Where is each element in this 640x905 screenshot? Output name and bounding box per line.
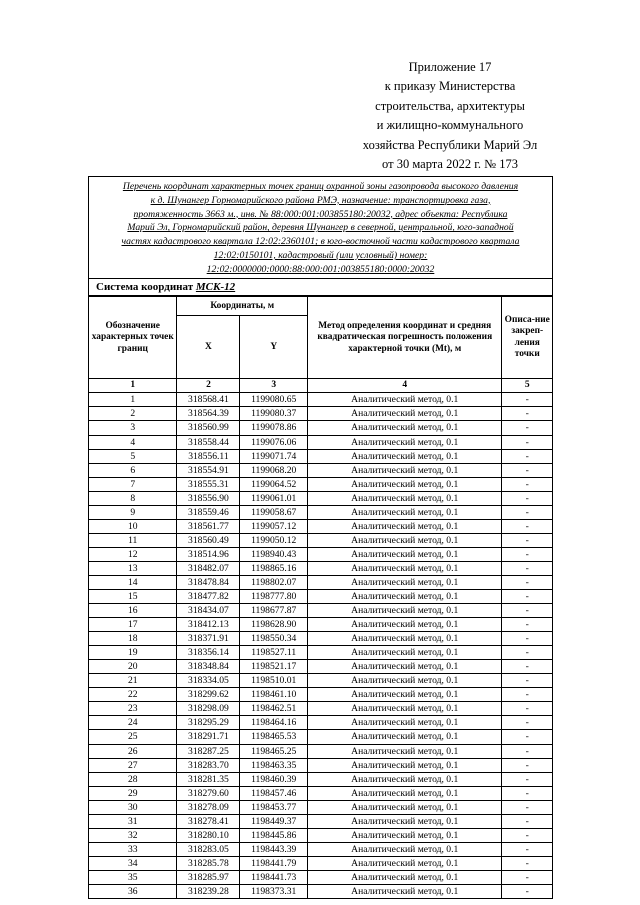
header-coordinates-group: Координаты, м — [177, 297, 308, 316]
cell-method-value: Аналитический метод, 0.1 — [308, 421, 502, 435]
cell-point-number: 9 — [89, 505, 177, 519]
cell-point-number: 31 — [89, 814, 177, 828]
intro-line-7: 12:02:0000000:0000:88:000:001:003855180:0000:20032 — [206, 263, 435, 275]
cell-y-value: 1198464.16 — [240, 716, 308, 730]
cell-description-value: - — [502, 730, 552, 744]
cell-method-value: Аналитический метод, 0.1 — [308, 561, 502, 575]
cell-x-value: 318559.46 — [177, 505, 240, 519]
table-row — [89, 547, 552, 561]
cell-y-value: 1198465.25 — [240, 744, 308, 758]
cell-y-value: 1198463.35 — [240, 758, 308, 772]
cell-x-value: 318291.71 — [177, 730, 240, 744]
cell-x-value: 318561.77 — [177, 519, 240, 533]
cell-x-value: 318482.07 — [177, 561, 240, 575]
cell-method-value: Аналитический метод, 0.1 — [308, 590, 502, 604]
cell-y-value: 1198865.16 — [240, 561, 308, 575]
cell-method-value: Аналитический метод, 0.1 — [308, 800, 502, 814]
cell-method-value: Аналитический метод, 0.1 — [308, 393, 502, 407]
cell-point-number: 35 — [89, 870, 177, 884]
cell-description-value: - — [502, 604, 552, 618]
cell-y-value: 1199078.86 — [240, 421, 308, 435]
document-header — [300, 58, 600, 174]
cell-y-value: 1199064.52 — [240, 477, 308, 491]
cell-method-value: Аналитический метод, 0.1 — [308, 702, 502, 716]
cell-method-value: Аналитический метод, 0.1 — [308, 885, 502, 899]
table-row — [89, 407, 552, 421]
intro-line-5: частях кадастрового квартала 12:02:2360101; в юго-восточной части кадастрового квартала — [121, 236, 520, 248]
cell-method-value: Аналитический метод, 0.1 — [308, 407, 502, 421]
cell-x-value: 318514.96 — [177, 547, 240, 561]
cell-method-value: Аналитический метод, 0.1 — [308, 604, 502, 618]
table-head — [89, 297, 552, 393]
cell-method-value: Аналитический метод, 0.1 — [308, 716, 502, 730]
cell-point-number: 7 — [89, 477, 177, 491]
table-row — [89, 814, 552, 828]
cell-method-value: Аналитический метод, 0.1 — [308, 758, 502, 772]
table-row — [89, 856, 552, 870]
cell-x-value: 318285.97 — [177, 870, 240, 884]
cell-description-value: - — [502, 856, 552, 870]
cell-description-value: - — [502, 660, 552, 674]
cell-x-value: 318558.44 — [177, 435, 240, 449]
cell-method-value: Аналитический метод, 0.1 — [308, 449, 502, 463]
cell-y-value: 1198453.77 — [240, 800, 308, 814]
cell-y-value: 1198443.39 — [240, 842, 308, 856]
cell-y-value: 1198940.43 — [240, 547, 308, 561]
table-header-group-row — [89, 297, 552, 316]
cell-point-number: 19 — [89, 646, 177, 660]
cell-description-value: - — [502, 674, 552, 688]
table-row — [89, 618, 552, 632]
cell-description-value: - — [502, 618, 552, 632]
table-row — [89, 575, 552, 589]
cell-description-value: - — [502, 477, 552, 491]
cell-point-number: 21 — [89, 674, 177, 688]
cell-method-value: Аналитический метод, 0.1 — [308, 477, 502, 491]
cell-description-value: - — [502, 800, 552, 814]
cell-point-number: 16 — [89, 604, 177, 618]
table-row — [89, 716, 552, 730]
table-row — [89, 660, 552, 674]
intro-line-3: протяженность 3663 м., инв. № 88:000:001:003855180:20032, адрес объекта: Республика — [133, 208, 508, 220]
cell-method-value: Аналитический метод, 0.1 — [308, 744, 502, 758]
cell-y-value: 1198677.87 — [240, 604, 308, 618]
cell-point-number: 18 — [89, 632, 177, 646]
cell-x-value: 318278.09 — [177, 800, 240, 814]
header-line-construction: строительства, архитектуры — [375, 98, 525, 113]
table-row — [89, 463, 552, 477]
cell-x-value: 318556.90 — [177, 491, 240, 505]
cell-description-value: - — [502, 632, 552, 646]
cell-point-number: 36 — [89, 885, 177, 899]
cell-point-number: 5 — [89, 449, 177, 463]
cell-y-value: 1198462.51 — [240, 702, 308, 716]
cell-point-number: 25 — [89, 730, 177, 744]
table-row — [89, 674, 552, 688]
cell-description-value: - — [502, 870, 552, 884]
cell-point-number: 8 — [89, 491, 177, 505]
cell-point-number: 4 — [89, 435, 177, 449]
cell-x-value: 318555.31 — [177, 477, 240, 491]
cell-point-number: 11 — [89, 533, 177, 547]
column-number-1: 1 — [89, 379, 177, 393]
column-number-4: 4 — [308, 379, 502, 393]
table-row — [89, 561, 552, 575]
cell-y-value: 1198445.86 — [240, 828, 308, 842]
cell-method-value: Аналитический метод, 0.1 — [308, 730, 502, 744]
cell-y-value: 1198461.10 — [240, 688, 308, 702]
header-line-appendix: Приложение 17 — [408, 60, 492, 74]
header-line-order: к приказу Министерства — [384, 79, 516, 94]
table-row — [89, 702, 552, 716]
cell-description-value: - — [502, 772, 552, 786]
table-row — [89, 519, 552, 533]
cell-method-value: Аналитический метод, 0.1 — [308, 828, 502, 842]
cell-y-value: 1199058.67 — [240, 505, 308, 519]
cell-y-value: 1198460.39 — [240, 772, 308, 786]
cell-x-value: 318281.35 — [177, 772, 240, 786]
cell-point-number: 29 — [89, 786, 177, 800]
cell-x-value: 318478.84 — [177, 575, 240, 589]
table-row — [89, 758, 552, 772]
intro-line-1: Перечень координат характерных точек границ охранной зоны газопровода высокого давления — [122, 181, 519, 192]
cell-description-value: - — [502, 814, 552, 828]
cell-point-number: 27 — [89, 758, 177, 772]
table-row — [89, 590, 552, 604]
cell-point-number: 22 — [89, 688, 177, 702]
cell-description-value: - — [502, 575, 552, 589]
table-row — [89, 477, 552, 491]
cell-point-number: 17 — [89, 618, 177, 632]
table-column-number-row — [89, 379, 552, 393]
table-row — [89, 604, 552, 618]
table-row — [89, 786, 552, 800]
column-number-3: 3 — [240, 379, 308, 393]
cell-x-value: 318356.14 — [177, 646, 240, 660]
table-row — [89, 800, 552, 814]
cell-x-value: 318434.07 — [177, 604, 240, 618]
cell-x-value: 318564.39 — [177, 407, 240, 421]
cell-point-number: 2 — [89, 407, 177, 421]
cell-x-value: 318279.60 — [177, 786, 240, 800]
table-row — [89, 449, 552, 463]
cell-description-value: - — [502, 393, 552, 407]
cell-description-value: - — [502, 421, 552, 435]
intro-line-2: к д. Шунангер Горномарийского района РМЭ, назначение: транспортировка газа, — [150, 194, 491, 206]
coordinates-table — [89, 296, 552, 898]
cell-x-value: 318295.29 — [177, 716, 240, 730]
intro-line-4: Марий Эл, Горномарийский район, деревня Шунангер в северной, центральной, юго-западной — [127, 222, 514, 234]
cell-method-value: Аналитический метод, 0.1 — [308, 660, 502, 674]
cell-description-value: - — [502, 885, 552, 899]
cell-method-value: Аналитический метод, 0.1 — [308, 618, 502, 632]
cell-point-number: 6 — [89, 463, 177, 477]
cell-method-value: Аналитический метод, 0.1 — [308, 842, 502, 856]
cell-method-value: Аналитический метод, 0.1 — [308, 533, 502, 547]
cell-description-value: - — [502, 646, 552, 660]
cell-point-number: 32 — [89, 828, 177, 842]
cell-x-value: 318477.82 — [177, 590, 240, 604]
cell-y-value: 1198527.11 — [240, 646, 308, 660]
header-point-designation: Обозначение характерных точек границ — [89, 297, 177, 379]
cell-description-value: - — [502, 547, 552, 561]
cell-x-value: 318348.84 — [177, 660, 240, 674]
cell-y-value: 1198441.73 — [240, 870, 308, 884]
cell-y-value: 1198465.53 — [240, 730, 308, 744]
cell-description-value: - — [502, 505, 552, 519]
cell-point-number: 1 — [89, 393, 177, 407]
cell-description-value: - — [502, 786, 552, 800]
cell-y-value: 1199071.74 — [240, 449, 308, 463]
table-row — [89, 870, 552, 884]
cell-x-value: 318280.10 — [177, 828, 240, 842]
cell-x-value: 318298.09 — [177, 702, 240, 716]
cell-point-number: 13 — [89, 561, 177, 575]
cell-x-value: 318560.99 — [177, 421, 240, 435]
cell-point-number: 12 — [89, 547, 177, 561]
cell-method-value: Аналитический метод, 0.1 — [308, 786, 502, 800]
cell-method-value: Аналитический метод, 0.1 — [308, 575, 502, 589]
coordinate-system-value: МСК-12 — [195, 281, 236, 294]
header-description: Описа-ние закреп-ления точки — [502, 297, 552, 379]
coordinate-system-label: Система координат — [96, 281, 194, 294]
cell-method-value: Аналитический метод, 0.1 — [308, 772, 502, 786]
header-line-housing: и жилищно-коммунального — [376, 118, 524, 133]
cell-description-value: - — [502, 449, 552, 463]
cell-x-value: 318287.25 — [177, 744, 240, 758]
cell-y-value: 1198457.46 — [240, 786, 308, 800]
document-frame — [88, 176, 553, 899]
cell-method-value: Аналитический метод, 0.1 — [308, 646, 502, 660]
table-row — [89, 730, 552, 744]
table-row — [89, 393, 552, 407]
table-row — [89, 646, 552, 660]
cell-x-value: 318371.91 — [177, 632, 240, 646]
table-row — [89, 491, 552, 505]
table-row — [89, 744, 552, 758]
cell-description-value: - — [502, 828, 552, 842]
cell-x-value: 318239.28 — [177, 885, 240, 899]
cell-y-value: 1198510.01 — [240, 674, 308, 688]
cell-description-value: - — [502, 435, 552, 449]
cell-x-value: 318556.11 — [177, 449, 240, 463]
header-line-republic: хозяйства Республики Марий Эл — [362, 137, 538, 152]
table-body — [89, 393, 552, 898]
cell-method-value: Аналитический метод, 0.1 — [308, 491, 502, 505]
cell-point-number: 33 — [89, 842, 177, 856]
cell-description-value: - — [502, 533, 552, 547]
cell-method-value: Аналитический метод, 0.1 — [308, 870, 502, 884]
cell-method-value: Аналитический метод, 0.1 — [308, 463, 502, 477]
cell-y-value: 1198441.79 — [240, 856, 308, 870]
table-row — [89, 688, 552, 702]
cell-x-value: 318554.91 — [177, 463, 240, 477]
cell-point-number: 26 — [89, 744, 177, 758]
cell-point-number: 24 — [89, 716, 177, 730]
table-row — [89, 772, 552, 786]
cell-x-value: 318285.78 — [177, 856, 240, 870]
cell-point-number: 23 — [89, 702, 177, 716]
cell-y-value: 1199050.12 — [240, 533, 308, 547]
cell-method-value: Аналитический метод, 0.1 — [308, 632, 502, 646]
cell-method-value: Аналитический метод, 0.1 — [308, 856, 502, 870]
cell-y-value: 1199057.12 — [240, 519, 308, 533]
cell-description-value: - — [502, 758, 552, 772]
cell-description-value: - — [502, 407, 552, 421]
cell-point-number: 30 — [89, 800, 177, 814]
cell-x-value: 318568.41 — [177, 393, 240, 407]
cell-method-value: Аналитический метод, 0.1 — [308, 674, 502, 688]
cell-x-value: 318278.41 — [177, 814, 240, 828]
cell-point-number: 20 — [89, 660, 177, 674]
cell-description-value: - — [502, 463, 552, 477]
cell-y-value: 1198550.34 — [240, 632, 308, 646]
cell-method-value: Аналитический метод, 0.1 — [308, 688, 502, 702]
table-row — [89, 632, 552, 646]
cell-method-value: Аналитический метод, 0.1 — [308, 435, 502, 449]
column-number-2: 2 — [177, 379, 240, 393]
cell-point-number: 14 — [89, 575, 177, 589]
cell-point-number: 15 — [89, 590, 177, 604]
cell-description-value: - — [502, 561, 552, 575]
cell-description-value: - — [502, 519, 552, 533]
cell-x-value: 318412.13 — [177, 618, 240, 632]
header-x: X — [177, 316, 240, 379]
cell-description-value: - — [502, 744, 552, 758]
cell-y-value: 1199061.01 — [240, 491, 308, 505]
cell-y-value: 1198777.80 — [240, 590, 308, 604]
table-row — [89, 533, 552, 547]
cell-point-number: 10 — [89, 519, 177, 533]
cell-method-value: Аналитический метод, 0.1 — [308, 814, 502, 828]
cell-x-value: 318299.62 — [177, 688, 240, 702]
table-row — [89, 421, 552, 435]
cell-point-number: 34 — [89, 856, 177, 870]
table-row — [89, 828, 552, 842]
table-row — [89, 505, 552, 519]
cell-x-value: 318283.05 — [177, 842, 240, 856]
cell-description-value: - — [502, 842, 552, 856]
cell-description-value: - — [502, 491, 552, 505]
cell-y-value: 1198628.90 — [240, 618, 308, 632]
cell-method-value: Аналитический метод, 0.1 — [308, 547, 502, 561]
cell-x-value: 318334.05 — [177, 674, 240, 688]
cell-x-value: 318283.70 — [177, 758, 240, 772]
intro-line-6: 12:02:0150101, кадастровый (или условный) номер: — [213, 249, 428, 261]
cell-method-value: Аналитический метод, 0.1 — [308, 519, 502, 533]
header-line-date: от 30 марта 2022 г. № 173 — [382, 156, 518, 171]
coordinate-system-row — [89, 279, 552, 296]
cell-point-number: 28 — [89, 772, 177, 786]
cell-y-value: 1199068.20 — [240, 463, 308, 477]
table-row — [89, 885, 552, 899]
cell-description-value: - — [502, 716, 552, 730]
table-row — [89, 842, 552, 856]
cell-y-value: 1198521.17 — [240, 660, 308, 674]
cell-y-value: 1198373.31 — [240, 885, 308, 899]
cell-point-number: 3 — [89, 421, 177, 435]
cell-description-value: - — [502, 702, 552, 716]
cell-method-value: Аналитический метод, 0.1 — [308, 505, 502, 519]
cell-y-value: 1198802.07 — [240, 575, 308, 589]
cell-description-value: - — [502, 688, 552, 702]
cell-y-value: 1199080.65 — [240, 393, 308, 407]
intro-paragraph — [89, 177, 552, 279]
column-number-5: 5 — [502, 379, 552, 393]
header-method: Метод определения координат и средняя квадратическая погрешность положения характерной точки (Mt), м — [308, 297, 502, 379]
header-y: Y — [240, 316, 308, 379]
table-row — [89, 435, 552, 449]
cell-y-value: 1199080.37 — [240, 407, 308, 421]
cell-description-value: - — [502, 590, 552, 604]
cell-y-value: 1199076.06 — [240, 435, 308, 449]
cell-x-value: 318560.49 — [177, 533, 240, 547]
cell-y-value: 1198449.37 — [240, 814, 308, 828]
